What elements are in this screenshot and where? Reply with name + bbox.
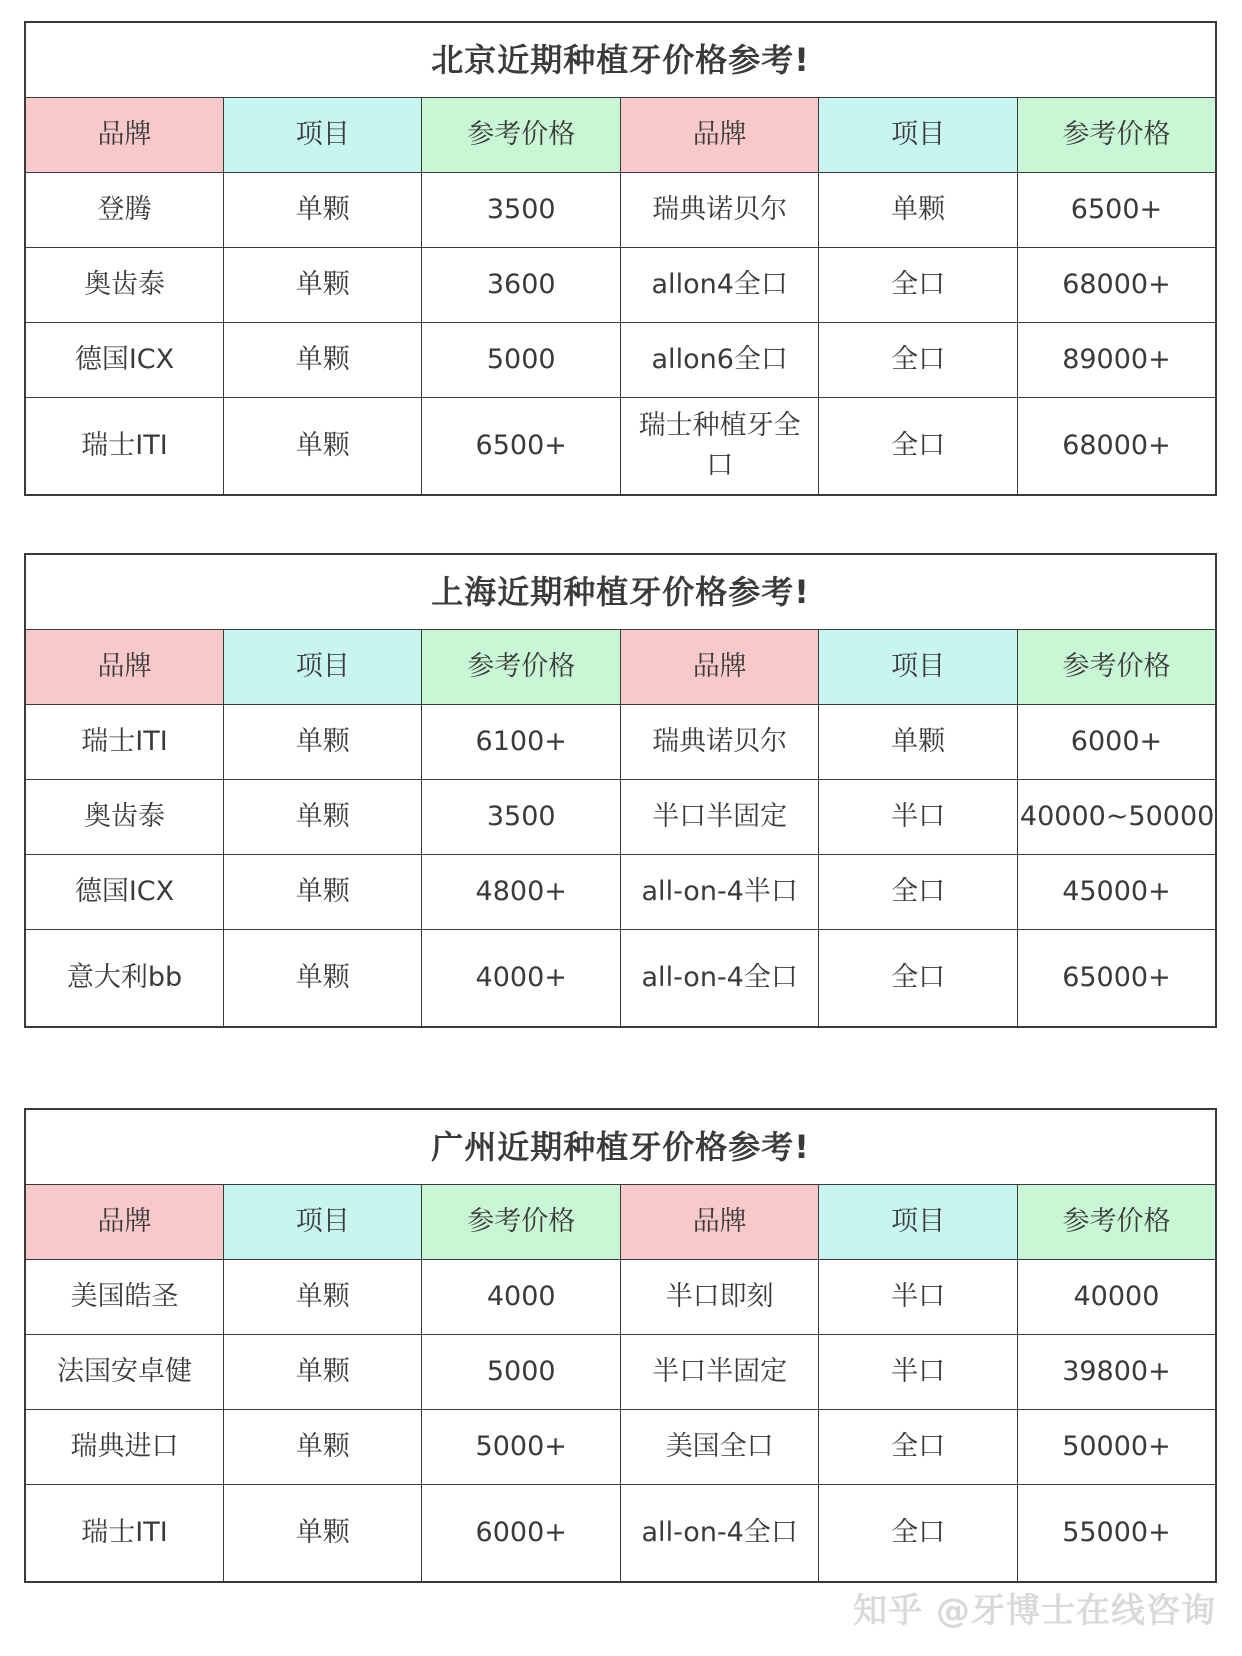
cell-price: 6000+ [422,1485,620,1583]
cell-brand: 瑞士ITI [25,398,223,496]
table-row [25,855,1216,930]
cell-item: 单颗 [223,705,421,780]
col-header-brand: 品牌 [620,630,818,705]
table-row [25,780,1216,855]
cell-price: 4000+ [422,930,620,1028]
cell-item: 单颗 [223,1410,421,1485]
cell-price: 6000+ [1017,705,1216,780]
cell-brand: allon6全口 [620,323,818,398]
col-header-price: 参考价格 [1017,1185,1216,1260]
cell-item: 全口 [819,398,1017,496]
table-header-row [25,1185,1216,1260]
table-row [25,323,1216,398]
cell-price: 5000+ [422,1410,620,1485]
col-header-item: 项目 [223,98,421,173]
cell-brand: 瑞士ITI [25,705,223,780]
col-header-item: 项目 [223,630,421,705]
cell-item: 单颗 [819,705,1017,780]
watermark: 知乎 @牙博士在线咨询 [853,1591,1216,1631]
cell-price: 6500+ [1017,173,1216,248]
cell-price: 4800+ [422,855,620,930]
cell-brand: 瑞典进口 [25,1410,223,1485]
col-header-price: 参考价格 [1017,630,1216,705]
cell-price: 3600 [422,248,620,323]
cell-item: 单颗 [223,323,421,398]
cell-item: 全口 [819,1485,1017,1583]
col-header-price: 参考价格 [422,98,620,173]
col-header-item: 项目 [223,1185,421,1260]
cell-brand: allon4全口 [620,248,818,323]
cell-brand: all-on-4全口 [620,1485,818,1583]
cell-price: 68000+ [1017,398,1216,496]
cell-price: 5000 [422,323,620,398]
cell-item: 半口 [819,1260,1017,1335]
cell-item: 半口 [819,1335,1017,1410]
col-header-item: 项目 [819,630,1017,705]
table-row [25,705,1216,780]
cell-price: 55000+ [1017,1485,1216,1583]
cell-price: 40000~50000 [1017,780,1216,855]
cell-brand: 半口即刻 [620,1260,818,1335]
cell-price: 39800+ [1017,1335,1216,1410]
cell-brand: 登腾 [25,173,223,248]
cell-brand: 美国皓圣 [25,1260,223,1335]
cell-item: 单颗 [223,930,421,1028]
cell-price: 6100+ [422,705,620,780]
cell-item: 单颗 [223,780,421,855]
cell-price: 5000 [422,1335,620,1410]
col-header-brand: 品牌 [25,98,223,173]
cell-brand: 德国ICX [25,323,223,398]
table-row [25,1260,1216,1335]
cell-brand: 美国全口 [620,1410,818,1485]
cell-price: 6500+ [422,398,620,496]
table-title-guangzhou: 广州近期种植牙价格参考! [25,1109,1216,1185]
cell-item: 全口 [819,855,1017,930]
cell-brand: 意大利bb [25,930,223,1028]
col-header-price: 参考价格 [1017,98,1216,173]
table-row [25,248,1216,323]
cell-item: 全口 [819,248,1017,323]
cell-price: 40000 [1017,1260,1216,1335]
shanghai-price-table [24,553,1217,1028]
cell-brand: 奥齿泰 [25,248,223,323]
cell-brand: 奥齿泰 [25,780,223,855]
cell-brand: 瑞典诺贝尔 [620,173,818,248]
cell-price: 45000+ [1017,855,1216,930]
cell-price: 65000+ [1017,930,1216,1028]
cell-item: 全口 [819,323,1017,398]
cell-brand: 半口半固定 [620,1335,818,1410]
table-title-beijing: 北京近期种植牙价格参考! [25,22,1216,98]
table-row [25,1335,1216,1410]
cell-brand: 法国安卓健 [25,1335,223,1410]
cell-price: 4000 [422,1260,620,1335]
cell-brand: 瑞士ITI [25,1485,223,1583]
cell-brand: all-on-4半口 [620,855,818,930]
table-row [25,1485,1216,1583]
cell-price: 3500 [422,173,620,248]
cell-item: 全口 [819,930,1017,1028]
cell-item: 单颗 [819,173,1017,248]
cell-item: 全口 [819,1410,1017,1485]
cell-item: 单颗 [223,855,421,930]
cell-price: 68000+ [1017,248,1216,323]
cell-brand: 瑞典诺贝尔 [620,705,818,780]
cell-item: 单颗 [223,1260,421,1335]
col-header-brand: 品牌 [25,1185,223,1260]
guangzhou-price-table [24,1108,1217,1583]
cell-brand: all-on-4全口 [620,930,818,1028]
cell-item: 单颗 [223,173,421,248]
col-header-item: 项目 [819,1185,1017,1260]
col-header-item: 项目 [819,98,1017,173]
cell-brand: 半口半固定 [620,780,818,855]
table-row [25,1410,1216,1485]
col-header-price: 参考价格 [422,630,620,705]
table-title-shanghai: 上海近期种植牙价格参考! [25,554,1216,630]
cell-item: 单颗 [223,398,421,496]
cell-brand: 瑞士种植牙全口 [620,398,818,496]
table-row [25,173,1216,248]
col-header-brand: 品牌 [620,98,818,173]
cell-item: 单颗 [223,248,421,323]
table-row [25,930,1216,1028]
cell-item: 单颗 [223,1335,421,1410]
cell-price: 89000+ [1017,323,1216,398]
cell-item: 单颗 [223,1485,421,1583]
cell-item: 半口 [819,780,1017,855]
col-header-brand: 品牌 [25,630,223,705]
table-row [25,398,1216,496]
table-header-row [25,98,1216,173]
cell-price: 50000+ [1017,1410,1216,1485]
col-header-brand: 品牌 [620,1185,818,1260]
cell-brand: 德国ICX [25,855,223,930]
col-header-price: 参考价格 [422,1185,620,1260]
beijing-price-table [24,21,1217,496]
cell-price: 3500 [422,780,620,855]
table-header-row [25,630,1216,705]
